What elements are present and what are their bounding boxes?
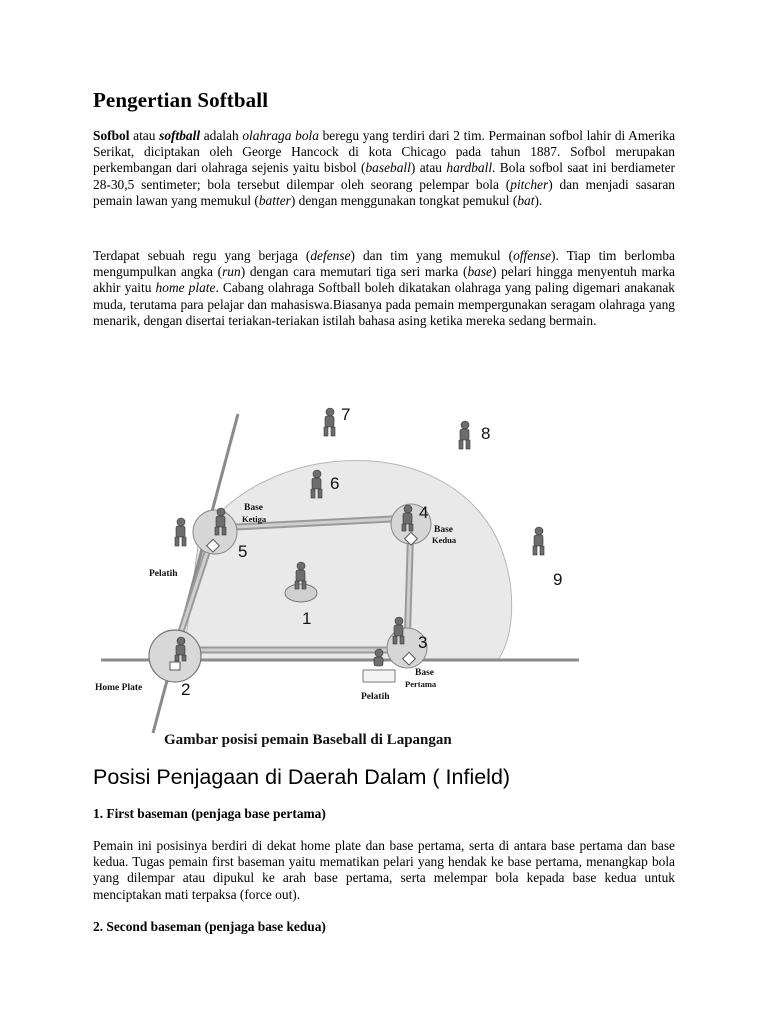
player-8 [459,421,470,449]
label-base-kedua-line2: Kedua [432,535,457,545]
term-home-plate: home plate [155,280,216,296]
term-bat: bat [517,192,535,208]
text-run: ) atau [410,160,447,176]
field-diagram [93,388,613,758]
position-number-8: 8 [481,424,491,443]
page-title: Pengertian Softball [93,88,269,112]
coach-left [175,518,186,546]
label-base-kedua-line1: Base [434,525,453,535]
first-baseman-paragraph: Pemain ini posisinya berdiri di dekat home plate dan base pertama, serta di antara base pertama dan base kedua. Tugas pemain first baseman yaitu mematikan pelari yang hendak ke base pertama, menangkap bola yang dilempar atau dipukul ke arah base pertama, serta melempar bola kepada base kedua untuk menciptakan mati terpaksa (force out). [93,838,675,902]
label-pelatih-bottom: Pelatih [361,692,390,702]
text-run: ) dan tim yang memukul ( [350,248,514,263]
text-run: beregu yang terdiri dari 2 tim. Permainan sofbol lahir di Amerika Serikat, diciptakan oleh George Hancock di kota Chicago pada tahun 1887. Sofbol merupakan perkembangan dari olahraga sejenis yaitu bisbol ( [93,128,676,176]
position-number-4: 4 [419,503,429,522]
label-pelatih-left: Pelatih [149,569,178,579]
figure-caption: Gambar posisi pemain Baseball di Lapangan [164,732,452,748]
term-run: run [222,264,241,280]
text-run: ). [534,192,543,208]
label-base-pertama-line2: Pertama [405,679,437,689]
term-sofbol: Sofbol [93,128,130,143]
home-base [170,662,180,670]
label-base-pertama-line1: Base [415,668,434,678]
outfield-area [183,461,512,661]
text-run: . Cabang olahraga Softball boleh dikatakan olahraga yang paling digemari anakanak muda, terutama para pelajar dan mahasiswa.Biasanya pada pemain mempergunakan seragam olahraga yang menarik, dengan disertai teriakan-teriakan istilah bahasa asing ketika mereka sedang bermain. [93,280,675,328]
text-run: ) dengan cara memutari tiga seri marka ( [240,264,468,280]
intro-paragraph [93,128,675,209]
term-softball: softball [159,128,201,143]
text-run: ) dan menjadi sasaran pemain lawan yang memukul ( [93,176,675,208]
label-base-ketiga-line2: Ketiga [242,514,267,524]
term-pitcher: pitcher [510,176,549,192]
player-7 [324,408,335,436]
player-9 [533,527,544,555]
text-run: atau [129,128,160,143]
coach-box-bottom [363,670,395,682]
section-title: Posisi Penjagaan di Daerah Dalam ( Infield) [93,765,511,789]
position-number-6: 6 [330,474,340,493]
text-run: adalah [200,128,243,143]
term-offense: offense [513,248,552,263]
text-run: ) pelari hingga menyentuh marka akhir yaitu [93,264,676,296]
position-number-2: 2 [181,680,191,699]
text-run: ) dengan menggunakan tongkat pemukul ( [290,192,518,208]
term-base: base [467,264,492,280]
position-number-7: 7 [341,405,351,424]
term-baseball: baseball [365,160,411,176]
text-run: . Bola sofbol saat ini berdiameter 28-30,5 sentimeter; bola tersebut dilempar oleh seorang pelempar bola ( [93,160,675,192]
label-base-ketiga-line1: Base [244,503,263,513]
position-number-5: 5 [238,542,248,561]
subheading-first-baseman: 1. First baseman (penjaga base pertama) [93,806,326,821]
link-olahraga-bola[interactable]: olahraga bola [242,128,319,143]
position-number-9: 9 [553,570,563,589]
pitcher-mound [285,584,317,602]
term-batter: batter [258,192,291,208]
text-run: Terdapat sebuah regu yang berjaga ( [93,248,311,263]
text-run: ). Tiap tim berlomba mengumpulkan angka ( [93,248,675,280]
subheading-second-baseman: 2. Second baseman (penjaga base kedua) [93,919,326,934]
term-defense: defense [310,248,351,263]
label-home-plate: Home Plate [95,683,143,693]
position-number-1: 1 [302,609,312,628]
position-number-3: 3 [418,633,428,652]
coach-bottom [374,649,383,666]
rules-paragraph [93,248,675,329]
term-hardball: hardball [446,160,493,176]
